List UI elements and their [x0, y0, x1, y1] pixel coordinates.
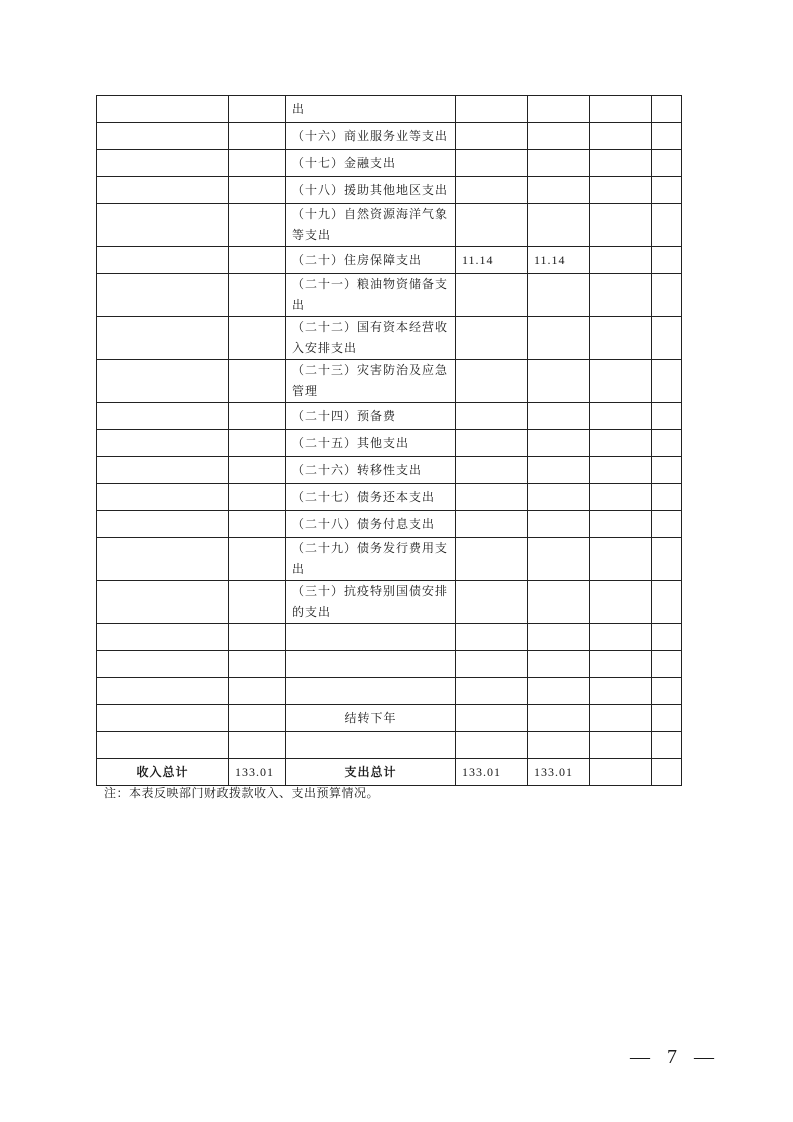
expense-amount-2 — [528, 177, 590, 204]
empty-cell — [652, 732, 682, 759]
empty-cell — [97, 430, 229, 457]
empty-cell — [97, 317, 229, 360]
empty-cell — [590, 511, 652, 538]
expense-item-label: （二十七）债务还本支出 — [286, 484, 456, 511]
empty-cell — [97, 96, 229, 123]
expense-amount-1 — [456, 96, 528, 123]
expense-amount-2 — [528, 457, 590, 484]
table-row — [97, 123, 682, 150]
empty-cell — [652, 624, 682, 651]
expense-item-label: （二十六）转移性支出 — [286, 457, 456, 484]
expense-amount-2 — [528, 403, 590, 430]
empty-cell — [590, 759, 652, 786]
expense-item-label: （二十四）预备费 — [286, 403, 456, 430]
empty-cell — [229, 538, 286, 581]
expense-amount-2 — [528, 581, 590, 624]
expense-amount-2 — [528, 624, 590, 651]
empty-cell — [590, 624, 652, 651]
empty-cell — [97, 150, 229, 177]
expense-amount-2 — [528, 732, 590, 759]
empty-cell — [590, 150, 652, 177]
expense-amount-1 — [456, 624, 528, 651]
empty-cell — [590, 274, 652, 317]
empty-cell — [229, 624, 286, 651]
expense-item-label: （三十）抗疫特别国债安排的支出 — [286, 581, 456, 624]
expense-item-label: （十九）自然资源海洋气象等支出 — [286, 204, 456, 247]
empty-cell — [590, 247, 652, 274]
empty-cell — [97, 247, 229, 274]
table-row — [97, 204, 682, 247]
empty-cell — [97, 274, 229, 317]
empty-cell — [590, 732, 652, 759]
empty-cell — [590, 403, 652, 430]
table-row — [97, 457, 682, 484]
table-row — [97, 177, 682, 204]
expense-amount-2 — [528, 150, 590, 177]
empty-cell — [229, 177, 286, 204]
income-total-label: 收入总计 — [97, 759, 229, 786]
empty-cell — [97, 651, 229, 678]
expense-item-label: 结转下年 — [286, 705, 456, 732]
table-row — [97, 705, 682, 732]
expense-item-label: （十七）金融支出 — [286, 150, 456, 177]
empty-cell — [97, 538, 229, 581]
expense-amount-2 — [528, 511, 590, 538]
expense-amount-2 — [528, 123, 590, 150]
empty-cell — [229, 403, 286, 430]
expense-amount-1 — [456, 538, 528, 581]
empty-cell — [590, 705, 652, 732]
empty-cell — [229, 123, 286, 150]
table-row — [97, 732, 682, 759]
totals-row — [97, 759, 682, 786]
expense-item-label — [286, 732, 456, 759]
expense-amount-1 — [456, 317, 528, 360]
expense-amount-2 — [528, 484, 590, 511]
expense-item-label: （二十三）灾害防治及应急管理 — [286, 360, 456, 403]
empty-cell — [97, 403, 229, 430]
empty-cell — [229, 651, 286, 678]
expense-item-label: （二十二）国有资本经营收入安排支出 — [286, 317, 456, 360]
empty-cell — [97, 484, 229, 511]
empty-cell — [652, 317, 682, 360]
empty-cell — [97, 624, 229, 651]
expense-item-label: （二十五）其他支出 — [286, 430, 456, 457]
empty-cell — [229, 150, 286, 177]
table-row — [97, 484, 682, 511]
page-number: — 7 — — [630, 1046, 720, 1068]
expense-amount-2 — [528, 96, 590, 123]
empty-cell — [652, 678, 682, 705]
empty-cell — [652, 538, 682, 581]
expense-item-label — [286, 624, 456, 651]
expense-total-value-2: 133.01 — [528, 759, 590, 786]
empty-cell — [652, 403, 682, 430]
expense-amount-2 — [528, 538, 590, 581]
table-row — [97, 511, 682, 538]
empty-cell — [652, 360, 682, 403]
empty-cell — [97, 581, 229, 624]
expense-amount-1 — [456, 511, 528, 538]
empty-cell — [590, 581, 652, 624]
empty-cell — [590, 317, 652, 360]
empty-cell — [229, 204, 286, 247]
empty-cell — [652, 457, 682, 484]
expense-amount-1 — [456, 430, 528, 457]
expense-item-label — [286, 678, 456, 705]
table-note: 注：本表反映部门财政拨款收入、支出预算情况。 — [104, 786, 380, 800]
expense-amount-2 — [528, 317, 590, 360]
expense-amount-2 — [528, 705, 590, 732]
empty-cell — [97, 360, 229, 403]
expense-amount-1 — [456, 123, 528, 150]
expense-amount-1 — [456, 403, 528, 430]
empty-cell — [652, 430, 682, 457]
empty-cell — [229, 274, 286, 317]
expense-item-label: 出 — [286, 96, 456, 123]
empty-cell — [652, 177, 682, 204]
expense-amount-2 — [528, 430, 590, 457]
empty-cell — [590, 204, 652, 247]
table-row — [97, 624, 682, 651]
empty-cell — [229, 581, 286, 624]
table-row — [97, 274, 682, 317]
expense-total-value-1: 133.01 — [456, 759, 528, 786]
table-row — [97, 538, 682, 581]
expense-amount-1 — [456, 651, 528, 678]
expense-amount-1 — [456, 484, 528, 511]
empty-cell — [652, 274, 682, 317]
expense-amount-1 — [456, 177, 528, 204]
empty-cell — [590, 177, 652, 204]
empty-cell — [97, 123, 229, 150]
expense-item-label: （二十一）粮油物资储备支出 — [286, 274, 456, 317]
table-row — [97, 150, 682, 177]
empty-cell — [652, 511, 682, 538]
expense-amount-1 — [456, 732, 528, 759]
expense-item-label — [286, 651, 456, 678]
expense-amount-2: 11.14 — [528, 247, 590, 274]
expense-amount-1 — [456, 678, 528, 705]
empty-cell — [229, 511, 286, 538]
table-row — [97, 403, 682, 430]
empty-cell — [229, 360, 286, 403]
empty-cell — [229, 96, 286, 123]
empty-cell — [590, 430, 652, 457]
empty-cell — [229, 457, 286, 484]
empty-cell — [97, 177, 229, 204]
expense-amount-2 — [528, 360, 590, 403]
empty-cell — [97, 732, 229, 759]
income-total-value: 133.01 — [229, 759, 286, 786]
table-row — [97, 96, 682, 123]
expense-amount-1 — [456, 150, 528, 177]
empty-cell — [229, 732, 286, 759]
expense-total-label: 支出总计 — [286, 759, 456, 786]
empty-cell — [652, 651, 682, 678]
expense-item-label: （二十九）债务发行费用支出 — [286, 538, 456, 581]
table-row — [97, 651, 682, 678]
empty-cell — [229, 430, 286, 457]
empty-cell — [97, 204, 229, 247]
empty-cell — [652, 581, 682, 624]
expense-amount-1: 11.14 — [456, 247, 528, 274]
empty-cell — [590, 457, 652, 484]
empty-cell — [652, 759, 682, 786]
expense-amount-1 — [456, 705, 528, 732]
empty-cell — [590, 484, 652, 511]
empty-cell — [97, 678, 229, 705]
empty-cell — [97, 705, 229, 732]
budget-table — [96, 95, 682, 786]
empty-cell — [97, 457, 229, 484]
expense-amount-2 — [528, 204, 590, 247]
expense-amount-1 — [456, 204, 528, 247]
empty-cell — [229, 705, 286, 732]
table-row — [97, 247, 682, 274]
empty-cell — [97, 511, 229, 538]
expense-amount-1 — [456, 360, 528, 403]
empty-cell — [590, 651, 652, 678]
empty-cell — [652, 150, 682, 177]
table-body — [97, 96, 682, 759]
empty-cell — [652, 123, 682, 150]
expense-item-label: （十八）援助其他地区支出 — [286, 177, 456, 204]
expense-item-label: （十六）商业服务业等支出 — [286, 123, 456, 150]
empty-cell — [652, 204, 682, 247]
expense-amount-1 — [456, 457, 528, 484]
table-row — [97, 317, 682, 360]
empty-cell — [590, 538, 652, 581]
table-row — [97, 430, 682, 457]
expense-amount-2 — [528, 274, 590, 317]
expense-item-label: （二十）住房保障支出 — [286, 247, 456, 274]
expense-amount-2 — [528, 678, 590, 705]
empty-cell — [652, 705, 682, 732]
table-row — [97, 581, 682, 624]
empty-cell — [229, 317, 286, 360]
empty-cell — [590, 360, 652, 403]
empty-cell — [652, 484, 682, 511]
expense-item-label: （二十八）债务付息支出 — [286, 511, 456, 538]
empty-cell — [229, 247, 286, 274]
empty-cell — [652, 96, 682, 123]
empty-cell — [590, 123, 652, 150]
table-row — [97, 678, 682, 705]
expense-amount-1 — [456, 274, 528, 317]
empty-cell — [229, 484, 286, 511]
expense-amount-1 — [456, 581, 528, 624]
empty-cell — [229, 678, 286, 705]
empty-cell — [652, 247, 682, 274]
table-row — [97, 360, 682, 403]
empty-cell — [590, 96, 652, 123]
empty-cell — [590, 678, 652, 705]
expense-amount-2 — [528, 651, 590, 678]
